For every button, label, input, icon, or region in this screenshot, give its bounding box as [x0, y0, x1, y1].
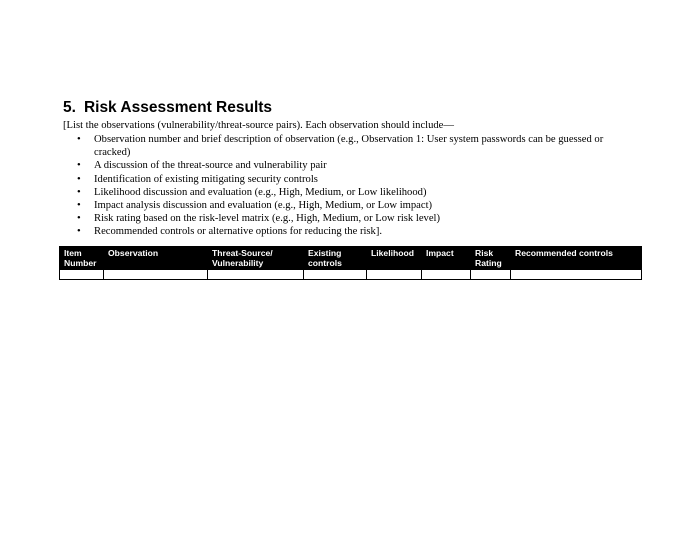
- risk-assessment-results-table: [59, 246, 642, 280]
- list-item: • Risk rating based on the risk-level matrix (e.g., High, Medium, or Low risk level): [77, 213, 440, 225]
- column-header-existing-controls: Existing controls: [304, 247, 367, 270]
- list-item: • Likelihood discussion and evaluation (e.g., High, Medium, or Low likelihood): [77, 186, 427, 198]
- section-intro: [List the observations (vulnerability/threat-source pairs). Each observation should include—: [63, 120, 454, 131]
- column-header-risk-rating: Risk Rating: [471, 247, 511, 270]
- column-header-item-number: Item Number: [60, 247, 104, 270]
- table-cell: [422, 270, 471, 280]
- section-heading: [63, 99, 272, 117]
- column-header-observation: Observation: [104, 247, 208, 270]
- column-header-impact: Impact: [422, 247, 471, 270]
- section-number: 5.: [63, 99, 76, 116]
- table-cell: [208, 270, 304, 280]
- bullet-icon: •: [77, 200, 81, 212]
- list-item: • Impact analysis discussion and evaluation (e.g., High, Medium, or Low impact): [77, 200, 433, 212]
- list-item: • Recommended controls or alternative options for reducing the risk].: [77, 226, 383, 238]
- table-cell: [511, 270, 642, 280]
- table-cell: [104, 270, 208, 280]
- table-header-row: [60, 247, 642, 270]
- table-cell: [304, 270, 367, 280]
- table-cell: [367, 270, 422, 280]
- table-cell: [60, 270, 104, 280]
- section-title: Risk Assessment Results: [83, 99, 273, 116]
- list-item: • A discussion of the threat-source and vulnerability pair: [77, 160, 327, 172]
- table-row: [60, 270, 642, 280]
- observation-requirements-list: [63, 133, 623, 239]
- bullet-icon: •: [77, 186, 81, 198]
- list-item: • Identification of existing mitigating security controls: [77, 173, 318, 185]
- column-header-threat-source: Threat-Source/ Vulnerability: [208, 247, 304, 270]
- bullet-icon: •: [77, 173, 81, 185]
- list-item: • Observation number and brief description of observation (e.g., Observation 1: User system passwords can be guessed or cracked): [77, 134, 604, 159]
- bullet-icon: •: [77, 226, 81, 238]
- table-cell: [471, 270, 511, 280]
- column-header-likelihood: Likelihood: [367, 247, 422, 270]
- bullet-icon: •: [77, 134, 81, 145]
- bullet-icon: •: [77, 213, 81, 225]
- column-header-recommended-controls: Recommended controls: [511, 247, 642, 270]
- bullet-icon: •: [77, 160, 81, 172]
